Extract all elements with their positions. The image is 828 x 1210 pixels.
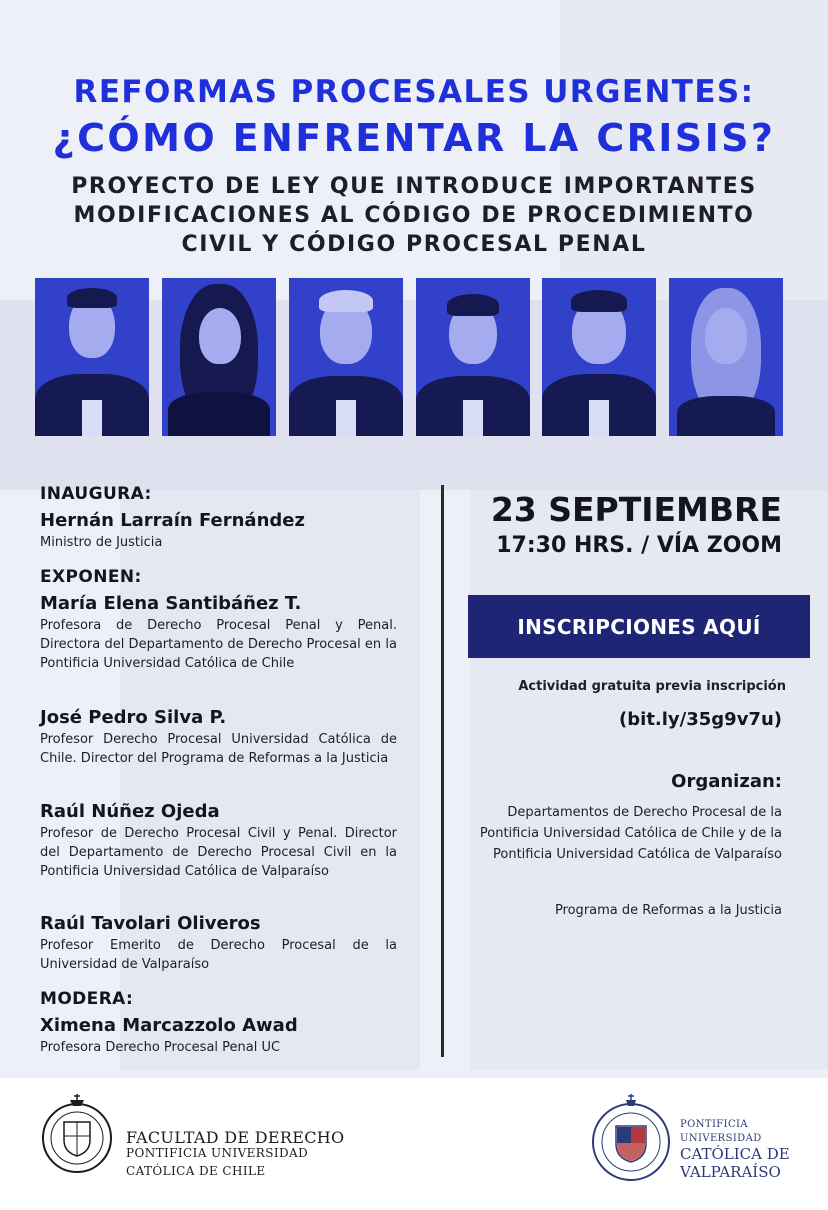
pucv-name-line-1: PONTIFICIA xyxy=(680,1119,749,1130)
pucv-seal-icon xyxy=(590,1090,672,1190)
free-note: Actividad gratuita previa inscripción xyxy=(518,679,786,694)
subtitle xyxy=(0,172,828,259)
title-line-1: REFORMAS PROCESALES URGENTES: xyxy=(73,74,755,110)
opening-label: INAUGURA: xyxy=(40,484,152,504)
subtitle-line-2: MODIFICACIONES AL CÓDIGO DE PROCEDIMIENTO xyxy=(73,203,755,228)
speaker-photo-1 xyxy=(35,278,149,436)
faculty-university-line-2: CATÓLICA DE CHILE xyxy=(126,1164,266,1178)
speaker-photo-5 xyxy=(542,278,656,436)
moderator-name: Ximena Marcazzolo Awad xyxy=(40,1015,298,1036)
subtitle-line-1: PROYECTO DE LEY QUE INTRODUCE IMPORTANTES xyxy=(71,174,757,199)
subtitle-line-3: CIVIL Y CÓDIGO PROCESAL PENAL xyxy=(181,232,647,257)
organizers-label: Organizan: xyxy=(671,771,782,792)
speaker-name-1: María Elena Santibáñez T. xyxy=(40,593,302,614)
moderator-role: Profesora Derecho Procesal Penal UC xyxy=(40,1040,281,1055)
event-time: 17:30 HRS. / VÍA ZOOM xyxy=(496,533,782,558)
register-button[interactable]: INSCRIPCIONES AQUÍ xyxy=(468,595,810,658)
speaker-photo-2 xyxy=(162,278,276,436)
pucv-name-line-2: UNIVERSIDAD xyxy=(680,1133,762,1144)
pucv-name-line-4: VALPARAÍSO xyxy=(680,1163,781,1181)
speaker-photo-3 xyxy=(289,278,403,436)
faculty-name: FACULTAD DE DERECHO xyxy=(126,1128,345,1147)
moderator-label: MODERA: xyxy=(40,989,134,1009)
opening-speaker-role: Ministro de Justicia xyxy=(40,535,163,550)
faculty-university-line-1: PONTIFICIA UNIVERSIDAD xyxy=(126,1146,309,1160)
speakers-label: EXPONEN: xyxy=(40,567,142,587)
pucv-name-line-3: CATÓLICA DE xyxy=(680,1145,790,1163)
footer xyxy=(0,1078,828,1210)
speaker-photo-6 xyxy=(669,278,783,436)
registration-link[interactable]: (bit.ly/35g9v7u) xyxy=(619,709,782,730)
puc-seal-icon xyxy=(40,1090,114,1184)
speaker-name-4: Raúl Tavolari Oliveros xyxy=(40,913,261,934)
event-date: 23 SEPTIEMBRE xyxy=(490,490,782,529)
speaker-role-4: Profesor Emerito de Derecho Procesal de la Universidad de Valparaíso xyxy=(40,938,397,972)
program-note: Programa de Reformas a la Justicia xyxy=(554,903,782,918)
speaker-photo-4 xyxy=(416,278,530,436)
speaker-role-1: Profesora de Derecho Procesal Penal y Penal. Directora del Departamento de Derecho Procesal en la Pontificia Universidad Católica de Chile xyxy=(40,618,397,671)
speaker-role-2: Profesor Derecho Procesal Universidad Católica de Chile. Director del Programa de Reformas a la Justicia xyxy=(40,732,397,766)
speaker-role-3: Profesor de Derecho Procesal Civil y Penal. Director del Departamento de Derecho Procesal Civil en la Pontificia Universidad Católica de Valparaíso xyxy=(40,826,397,879)
title-line-2: ¿CÓMO ENFRENTAR LA CRISIS? xyxy=(52,116,776,160)
opening-speaker-name: Hernán Larraín Fernández xyxy=(40,510,305,531)
speaker-name-3: Raúl Núñez Ojeda xyxy=(40,801,220,822)
speaker-name-2: José Pedro Silva P. xyxy=(40,707,227,728)
organizers-text: Departamentos de Derecho Procesal de la Pontificia Universidad Católica de Chile y de la Pontificia Universidad Católica de Valparaíso xyxy=(479,805,782,862)
